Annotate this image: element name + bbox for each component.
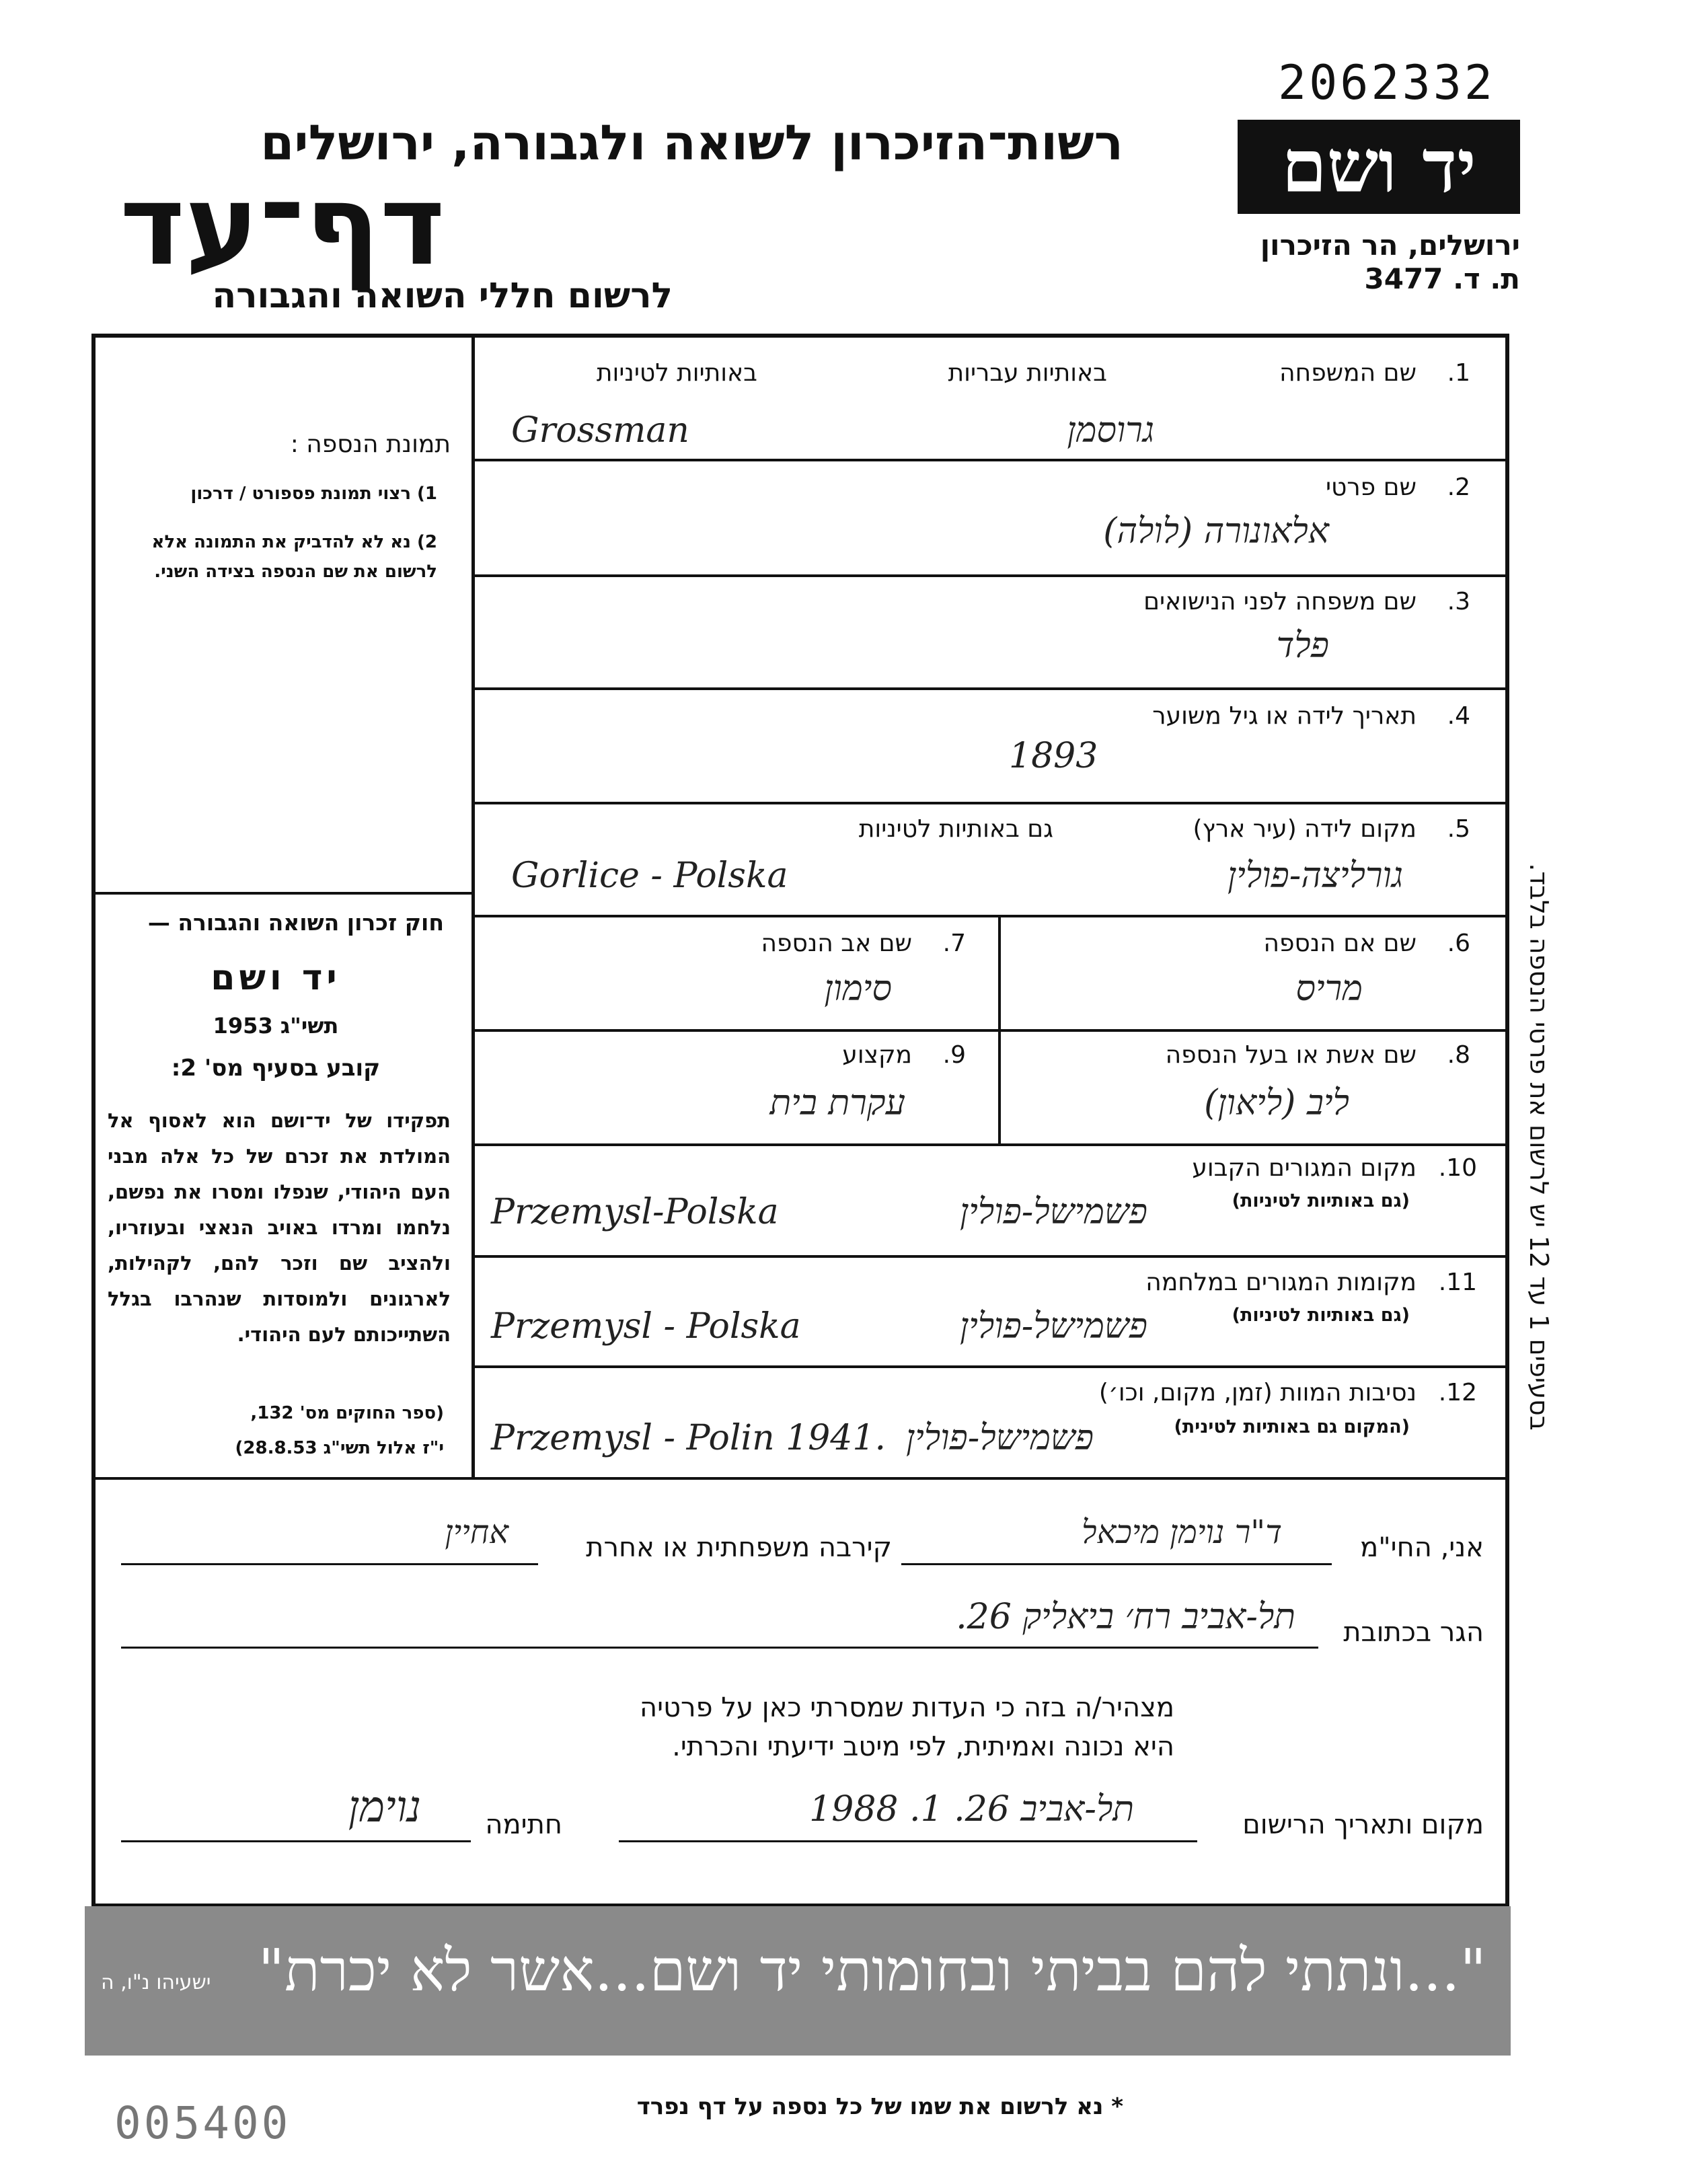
row-divider xyxy=(475,459,1509,461)
row-divider xyxy=(475,1255,1509,1258)
field-10-label: מקום המגורים הקבוע xyxy=(1192,1154,1417,1182)
law-reference: (ספר החוקים מס' 132, xyxy=(250,1403,444,1423)
field-11-value-latin: Przemysl - Polska xyxy=(491,1306,801,1347)
field-2-label: שם פרטי xyxy=(1325,474,1417,501)
relation-value: אחיין xyxy=(445,1513,508,1551)
row-divider xyxy=(475,802,1509,804)
field-1-value-hebrew: גרוסמן xyxy=(1067,410,1154,451)
law-reference-date: י"ז אלול תשי"ג 28.8.53) xyxy=(235,1438,444,1458)
field-3-value: פלד xyxy=(1276,626,1329,666)
org-address: ירושלים, הר הזיכרון xyxy=(1260,229,1520,262)
field-2-number: 2. xyxy=(1447,474,1470,501)
field-8-value: ליב (ליאון) xyxy=(1204,1083,1349,1123)
signature-line xyxy=(121,1840,471,1842)
field-4-number: 4. xyxy=(1447,702,1470,730)
field-4-value: 1893 xyxy=(1009,736,1098,776)
field-5-latin-header: גם באותיות לטיניות xyxy=(858,815,1053,843)
row-divider xyxy=(475,1365,1509,1368)
row-divider xyxy=(475,915,1509,917)
address-label: הגר בכתובת xyxy=(1343,1617,1484,1648)
field-2-value: אלאונורה (לולה) xyxy=(1103,511,1329,552)
photo-note-2: 2) נא לא להדביק את התמונה אלא לרשום את שם הנספה בצידה השני. xyxy=(151,532,437,582)
field-12-number: 12. xyxy=(1438,1379,1477,1406)
field-1-label: שם המשפחה xyxy=(1279,359,1417,387)
field-9-label: מקצוע xyxy=(842,1041,912,1069)
field-1-latin-header: באותיות לטיניות xyxy=(596,359,757,387)
relation-label: קירבה משפחתית או אחרת xyxy=(586,1532,892,1563)
form-title: דף־עד xyxy=(120,161,445,290)
footer-note: * נא לרשום את שמו של כל נספה על דף נפרד xyxy=(636,2093,1123,2120)
law-text: תפקידו של יד־ושם הוא לאסוף אל המולדת את זכרם של כל אלה מבני העם היהודי, שנפלו ומסרו את נפשם, נלחמו ומרדו באויב הנאצי ובעוזריו, ולהציב שם וזכר להם, לקהילות, לארגונים ולמוסדות שנהרבו בגלל השתייכותם לעם היהודי. xyxy=(108,1109,451,1346)
banner-quote: "...ונתתי להם בביתי ובחומותי יד ושם...אשר לא יכרת" xyxy=(258,1937,1486,2004)
field-10-value-latin: Przemysl-Polska xyxy=(491,1192,779,1232)
org-pobox: ת. ד. 3477 xyxy=(1364,262,1520,295)
statement-line-1: מצהיר/ה בזה כי העדות שמסרתי כאן על פרטיה xyxy=(640,1692,1174,1723)
field-10-number: 10. xyxy=(1438,1154,1477,1182)
field-12-value-hebrew: פשמישל-פולין xyxy=(906,1418,1094,1458)
law-title: חוק זכרון השואה והגבורה — xyxy=(147,909,444,936)
field-12-value-latin: Przemysl - Polin 1941. xyxy=(491,1418,886,1458)
side-instruction xyxy=(1521,726,1562,1567)
field-4-label: תאריך לידה או גיל משוער xyxy=(1152,702,1417,730)
left-divider xyxy=(91,892,475,895)
address-value: תל-אביב רח׳ ביאליק 26. xyxy=(956,1597,1295,1637)
row-divider xyxy=(91,1477,1509,1480)
address-line xyxy=(121,1647,1318,1649)
field-6-label: שם אם הנספה xyxy=(1263,930,1417,957)
signature-value: נוימן xyxy=(348,1782,421,1832)
field-11-sublabel: (גם באותיות לטיניות) xyxy=(1232,1305,1410,1326)
place-date-line xyxy=(619,1840,1197,1842)
statement-line-2: היא נכונה ואמיתית, לפי מיטב ידיעתי והכרתי. xyxy=(672,1731,1174,1762)
signature-label: חתימה xyxy=(485,1809,562,1840)
authority-name: רשות־הזיכרון לשואה ולגבורה, ירושלים xyxy=(260,114,1123,171)
column-divider xyxy=(998,915,1001,1143)
side-instruction-text: בסעיפים 1 עד 12 יש לרשום את פרטי הנספה בלבד. xyxy=(1524,863,1554,1431)
row-divider xyxy=(475,1143,1509,1146)
document-number: 2062332 xyxy=(1278,55,1496,110)
law-year: תשי"ג 1953 xyxy=(213,1013,339,1039)
place-date-value: תל-אביב 26. 1. 1988 xyxy=(809,1789,1134,1830)
field-6-value: מריס xyxy=(1295,969,1363,1009)
field-5-value-hebrew: גורליצה-פולין xyxy=(1227,856,1403,896)
form-subtitle: לרשום חללי השואה והגבורה xyxy=(212,276,673,316)
field-10-value-hebrew: פשמישל-פולין xyxy=(960,1192,1147,1232)
yad-vashem-logo: יד ושם xyxy=(1238,120,1520,214)
field-9-value: עקרת בית xyxy=(769,1083,905,1123)
banner-source: ישעיהו נ"ו, ה xyxy=(101,1971,211,1994)
field-3-number: 3. xyxy=(1447,588,1470,615)
field-1-number: 1. xyxy=(1447,359,1470,387)
field-12-sublabel: (המקום גם באותיות לטינית) xyxy=(1174,1417,1410,1437)
field-3-label: שם משפחה לפני הנישואים xyxy=(1143,588,1417,615)
field-1-value-latin: Grossman xyxy=(511,410,689,451)
declarant-line xyxy=(901,1563,1332,1565)
field-11-value-hebrew: פשמישל-פולין xyxy=(960,1306,1147,1347)
row-divider xyxy=(475,574,1509,577)
row-divider xyxy=(475,687,1509,690)
relation-line-right xyxy=(121,1563,538,1565)
footer-number: 005400 xyxy=(114,2097,291,2149)
place-date-label: מקום ותאריך הרישום xyxy=(1242,1809,1484,1840)
declarant-label: אני, החי"מ xyxy=(1360,1532,1484,1563)
field-11-label: מקומות המגורים במלחמה xyxy=(1145,1269,1417,1296)
field-7-value: סימון xyxy=(824,969,892,1009)
photo-note-1: 1) רצוי תמונת פספורט / דרכון xyxy=(190,484,437,504)
field-9-number: 9. xyxy=(942,1041,966,1069)
field-7-number: 7. xyxy=(942,930,966,957)
field-6-number: 6. xyxy=(1447,930,1470,957)
field-8-number: 8. xyxy=(1447,1041,1470,1069)
field-5-value-latin: Gorlice - Polska xyxy=(511,856,788,896)
field-5-number: 5. xyxy=(1447,815,1470,843)
law-clause: קובע בסעיף מס' 2: xyxy=(171,1055,381,1082)
field-5-label: מקום לידה (עיר ארץ) xyxy=(1193,815,1417,843)
field-7-label: שם אב הנספה xyxy=(761,930,912,957)
field-11-number: 11. xyxy=(1438,1269,1477,1296)
declarant-value: ד"ר נוימן מיכאל xyxy=(1082,1513,1282,1551)
field-12-label: נסיבות המוות (זמן, מקום, וכו׳) xyxy=(1098,1379,1417,1406)
photo-title: תמונת הנספה : xyxy=(290,430,451,458)
row-divider xyxy=(475,1029,1509,1032)
field-10-sublabel: (גם באותיות לטיניות) xyxy=(1232,1191,1410,1211)
field-8-label: שם אשת או בעל הנספה xyxy=(1165,1041,1417,1069)
field-1-hebrew-header: באותיות עבריות xyxy=(948,359,1107,387)
law-name: יד ושם xyxy=(211,958,341,998)
